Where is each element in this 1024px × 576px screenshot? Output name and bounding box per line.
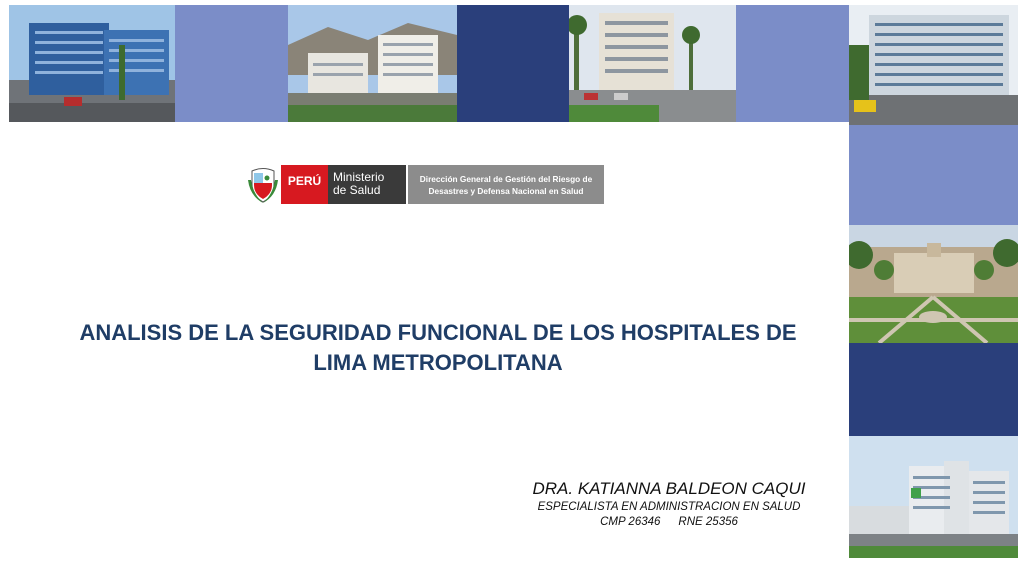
blue-tile-dark [849, 343, 1018, 436]
hospital-photo-3 [569, 5, 736, 122]
author-rne: RNE 25356 [678, 516, 738, 528]
author-name: DRA. KATIANNA BALDEON CAQUI [532, 479, 806, 498]
hospital-photo-6 [849, 436, 1018, 558]
hospital-photo-4 [849, 5, 1018, 125]
minsa-logo-band [248, 165, 604, 204]
direccion-line-1: Dirección General de Gestión del Riesgo de [419, 173, 593, 184]
ministerio-line-1: Ministerio [333, 170, 385, 184]
hospital-photo-5 [849, 225, 1018, 343]
direccion-line-2: Desastres y Defensa Nacional en Salud [428, 185, 584, 196]
blue-tile-light [736, 5, 849, 122]
peru-coat-of-arms-icon [248, 166, 278, 203]
author-role: ESPECIALISTA EN ADMINISTRACION EN SALUD [537, 501, 801, 513]
blue-tile-light [175, 5, 288, 122]
ministerio-label-box [328, 165, 406, 204]
presentation-title [60, 318, 816, 378]
ministerio-line-2: de Salud [333, 183, 381, 197]
hospital-photo-1 [9, 5, 175, 122]
author-cmp: CMP 26346 [600, 516, 661, 528]
title-line-2: LIMA METROPOLITANA [313, 350, 563, 375]
hospital-photo-2 [288, 5, 457, 122]
peru-label: PERÚ [287, 174, 322, 188]
author-block [520, 478, 818, 530]
blue-tile-dark [457, 5, 569, 122]
blue-tile-light [849, 125, 1018, 225]
peru-label-box [281, 165, 328, 204]
title-line-1: ANALISIS DE LA SEGURIDAD FUNCIONAL DE LOS HOSPITALES DE [79, 320, 797, 345]
direccion-label-box [408, 165, 604, 204]
author-codes [520, 515, 818, 530]
